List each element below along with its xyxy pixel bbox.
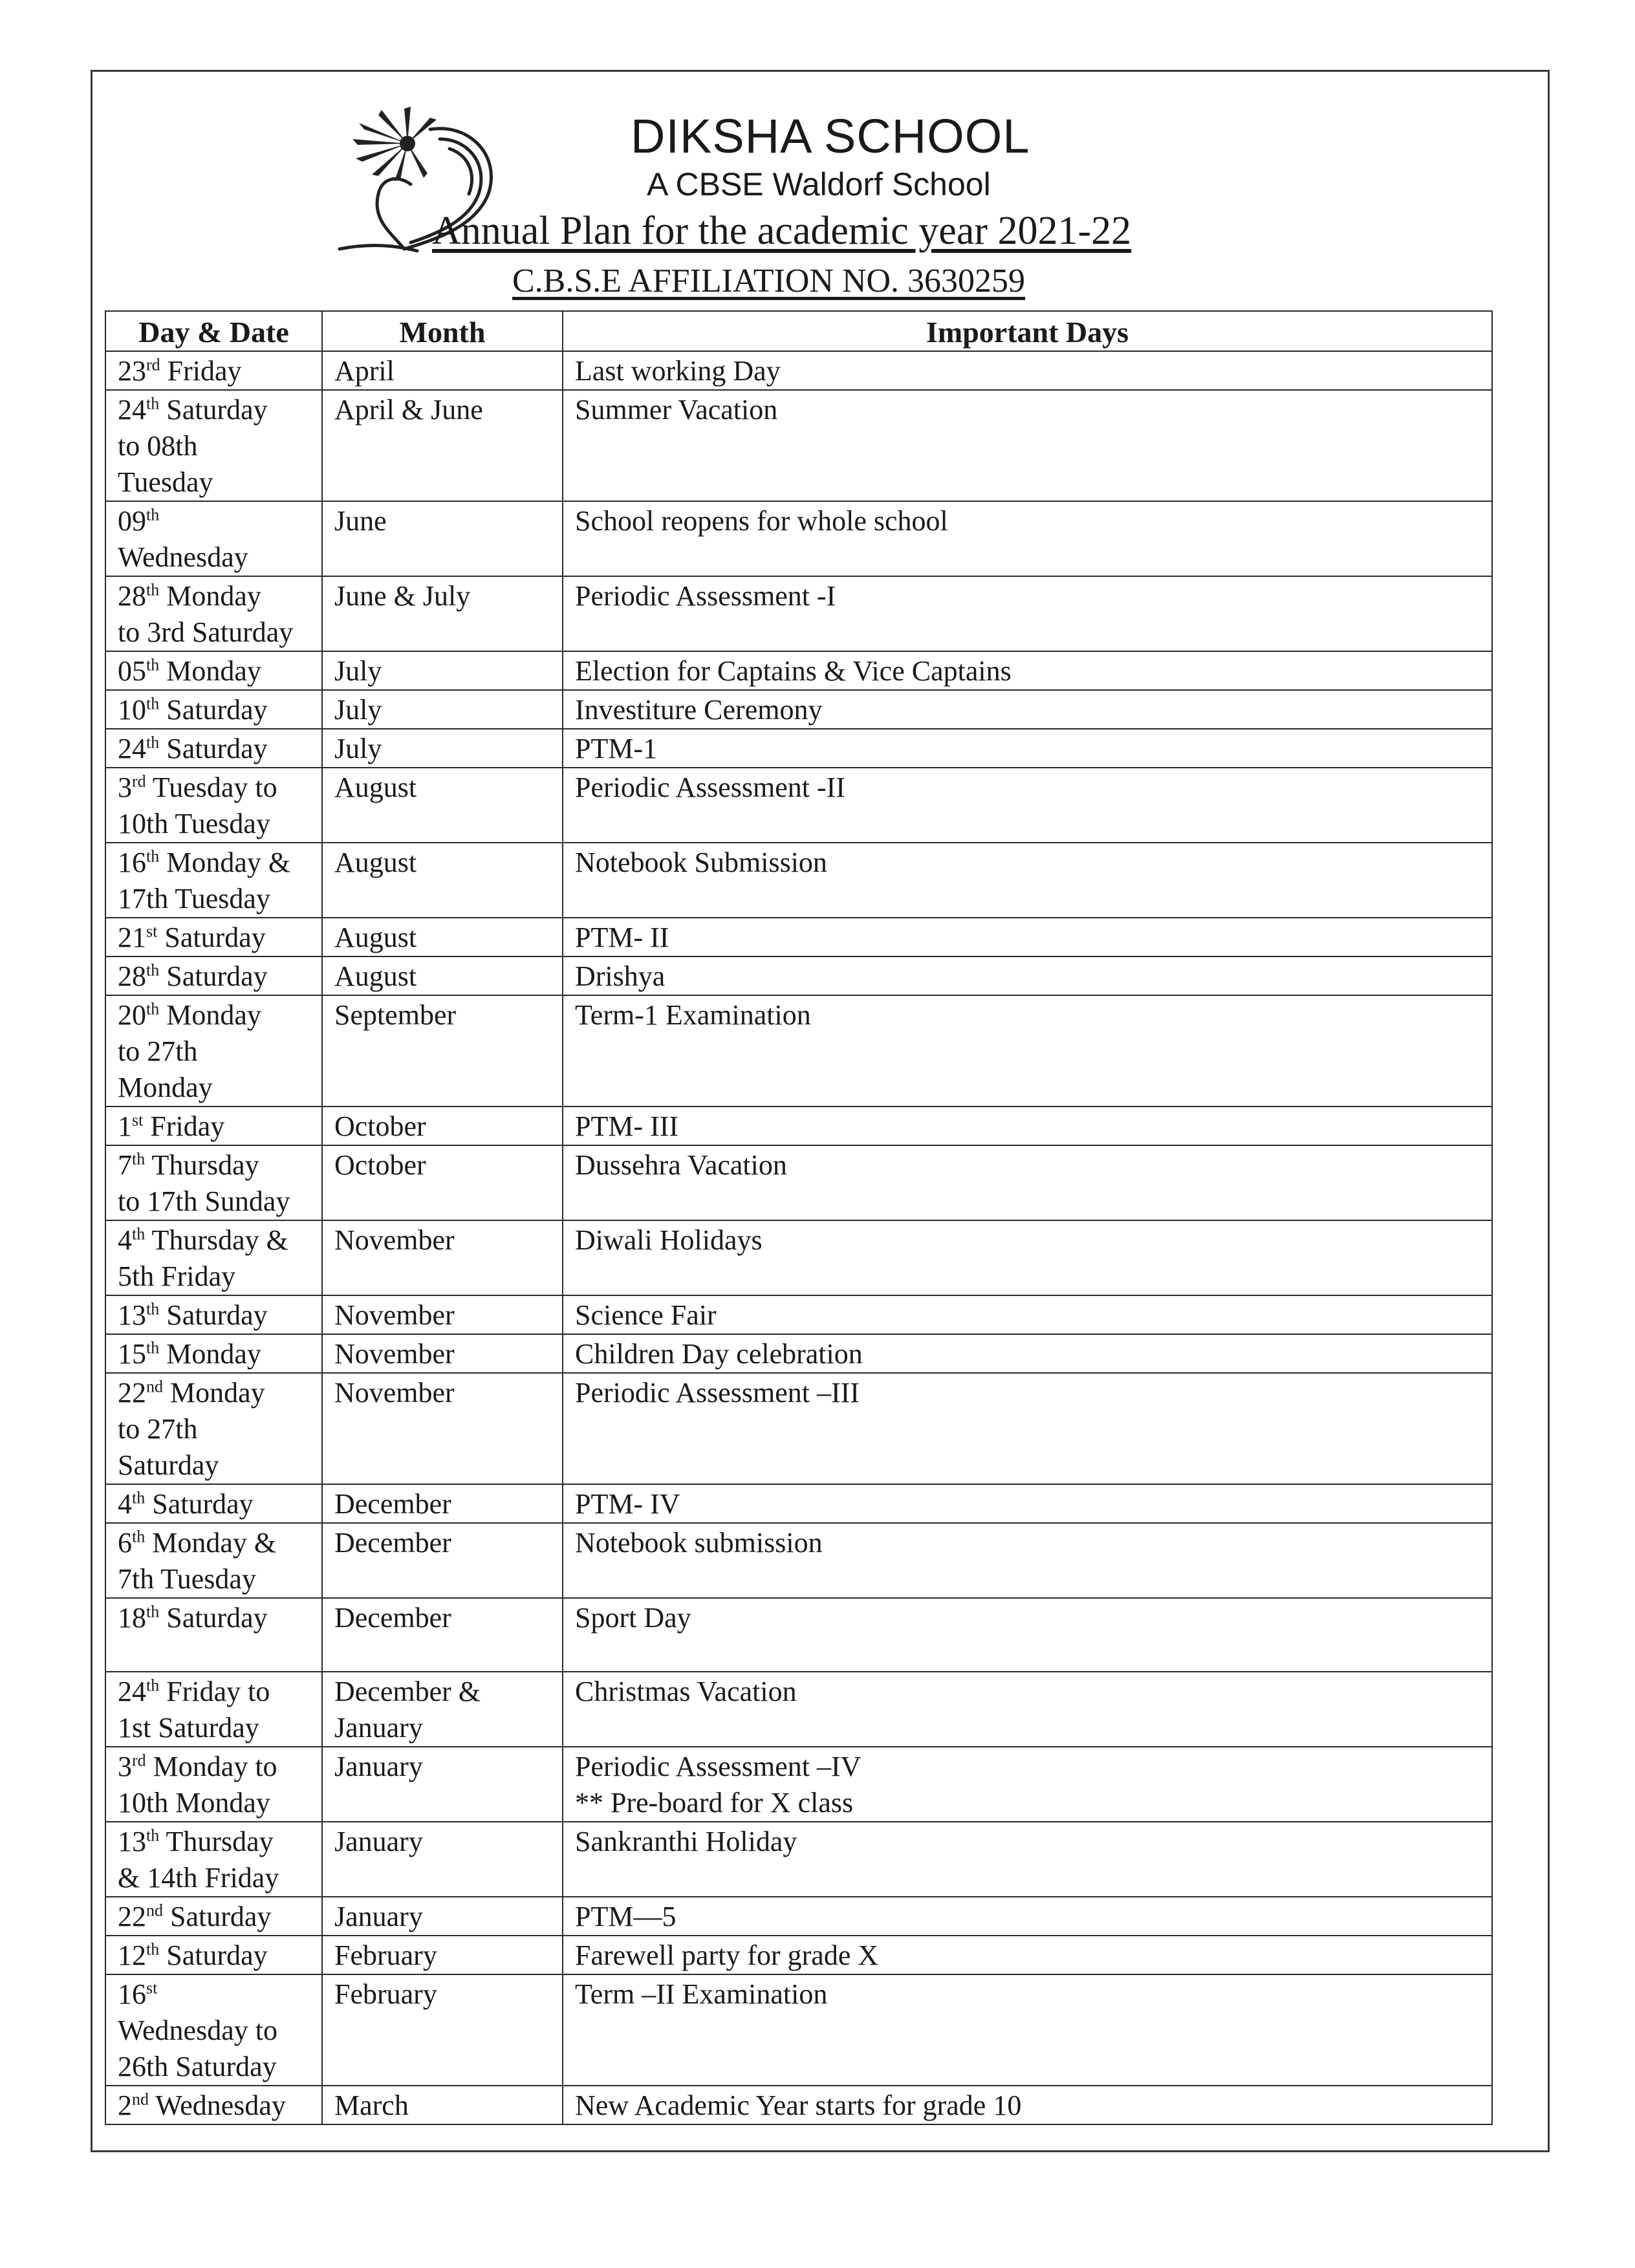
date-ordinal-suffix: th xyxy=(146,1299,160,1319)
table-row xyxy=(105,1936,1492,1974)
month-cell: August xyxy=(322,768,563,843)
event-cell: Periodic Assessment –III xyxy=(563,1373,1492,1484)
event-cell: Christmas Vacation xyxy=(563,1672,1492,1747)
date-text: Friday xyxy=(160,355,242,387)
header-day-date: Day & Date xyxy=(105,311,322,351)
date-text: Saturday xyxy=(159,1602,268,1634)
event-cell: Periodic Assessment -I xyxy=(563,576,1492,651)
table-body xyxy=(105,351,1492,2124)
date-number: 23 xyxy=(118,355,146,387)
event-cell: PTM- IV xyxy=(563,1484,1492,1523)
month-cell: December xyxy=(322,1598,563,1672)
date-cell xyxy=(105,1484,322,1523)
table-row xyxy=(105,2086,1492,2124)
date-ordinal-suffix: th xyxy=(146,694,160,713)
table-row xyxy=(105,1747,1492,1822)
date-ordinal-suffix: rd xyxy=(132,1751,146,1770)
date-number: 24 xyxy=(118,1676,146,1707)
event-cell: PTM- III xyxy=(563,1107,1492,1145)
month-cell: June xyxy=(322,501,563,576)
date-ordinal-suffix: th xyxy=(146,847,160,866)
date-text: Monday to 27th Monday xyxy=(118,999,261,1103)
date-number: 16 xyxy=(118,847,146,878)
table-row xyxy=(105,651,1492,690)
date-number: 4 xyxy=(118,1488,132,1520)
date-cell xyxy=(105,1974,322,2086)
table-row xyxy=(105,1523,1492,1598)
date-text: Saturday to 08th Tuesday xyxy=(118,394,268,498)
table-row xyxy=(105,1107,1492,1145)
date-ordinal-suffix: th xyxy=(132,1488,146,1507)
month-cell: November xyxy=(322,1295,563,1334)
date-text: Friday to 1st Saturday xyxy=(118,1676,270,1744)
event-cell: Diwali Holidays xyxy=(563,1220,1492,1295)
table-row xyxy=(105,1897,1492,1936)
table-row xyxy=(105,729,1492,768)
table-row xyxy=(105,768,1492,843)
date-cell xyxy=(105,956,322,995)
table-row xyxy=(105,1672,1492,1747)
event-cell: Term-1 Examination xyxy=(563,995,1492,1107)
event-cell: Children Day celebration xyxy=(563,1334,1492,1373)
event-cell: Periodic Assessment -II xyxy=(563,768,1492,843)
event-cell: Sankranthi Holiday xyxy=(563,1822,1492,1897)
date-ordinal-suffix: nd xyxy=(132,2090,149,2109)
date-cell xyxy=(105,501,322,576)
date-text: Monday to 27th Saturday xyxy=(118,1377,265,1481)
table-row xyxy=(105,1974,1492,2086)
date-cell xyxy=(105,1295,322,1334)
date-number: 18 xyxy=(118,1602,146,1634)
event-cell: Notebook submission xyxy=(563,1523,1492,1598)
date-cell xyxy=(105,1672,322,1747)
date-text: Monday to 10th Monday xyxy=(118,1751,277,1819)
date-text: Wednesday to 26th Saturday xyxy=(118,2014,277,2082)
date-ordinal-suffix: th xyxy=(146,394,160,413)
date-cell xyxy=(105,1107,322,1145)
event-cell: Notebook Submission xyxy=(563,843,1492,918)
date-cell xyxy=(105,576,322,651)
table-row xyxy=(105,956,1492,995)
event-cell: Sport Day xyxy=(563,1598,1492,1672)
event-cell: Election for Captains & Vice Captains xyxy=(563,651,1492,690)
date-ordinal-suffix: th xyxy=(146,999,160,1019)
date-number: 12 xyxy=(118,1939,146,1971)
date-ordinal-suffix: th xyxy=(146,580,160,599)
plan-title: Annual Plan for the academic year 2021-22 xyxy=(432,209,1132,253)
table-row xyxy=(105,1334,1492,1373)
date-number: 13 xyxy=(118,1826,146,1857)
month-cell: August xyxy=(322,918,563,956)
month-cell: August xyxy=(322,956,563,995)
date-text: Monday & 7th Tuesday xyxy=(118,1527,277,1595)
date-number: 15 xyxy=(118,1338,146,1370)
month-cell: November xyxy=(322,1220,563,1295)
date-ordinal-suffix: th xyxy=(146,1338,160,1357)
month-cell: February xyxy=(322,1936,563,1974)
date-number: 4 xyxy=(118,1224,132,1256)
date-text: Monday xyxy=(159,655,261,687)
date-cell xyxy=(105,1936,322,1974)
month-cell: January xyxy=(322,1822,563,1897)
date-ordinal-suffix: th xyxy=(132,1224,146,1244)
event-cell: PTM-1 xyxy=(563,729,1492,768)
table-row xyxy=(105,1295,1492,1334)
date-ordinal-suffix: th xyxy=(146,505,160,524)
event-cell: Term –II Examination xyxy=(563,1974,1492,2086)
date-text: Saturday xyxy=(159,1939,268,1971)
date-number: 10 xyxy=(118,694,146,726)
month-cell: September xyxy=(322,995,563,1107)
table-row xyxy=(105,1598,1492,1672)
date-cell xyxy=(105,1220,322,1295)
date-cell xyxy=(105,1334,322,1373)
date-text: Thursday & 5th Friday xyxy=(118,1224,288,1292)
date-text: Wednesday xyxy=(118,541,248,573)
table-row xyxy=(105,843,1492,918)
date-ordinal-suffix: th xyxy=(146,733,160,752)
date-text: Saturday xyxy=(157,922,266,953)
date-cell xyxy=(105,768,322,843)
event-cell: Investiture Ceremony xyxy=(563,690,1492,729)
table-row xyxy=(105,1822,1492,1897)
month-cell: April & June xyxy=(322,390,563,501)
date-ordinal-suffix: th xyxy=(146,1939,160,1959)
date-cell xyxy=(105,1822,322,1897)
table-row xyxy=(105,1373,1492,1484)
date-cell xyxy=(105,390,322,501)
event-cell: Drishya xyxy=(563,956,1492,995)
date-ordinal-suffix: nd xyxy=(146,1901,163,1920)
date-text: Saturday xyxy=(145,1488,254,1520)
date-cell xyxy=(105,1747,322,1822)
date-cell xyxy=(105,1523,322,1598)
month-cell: December xyxy=(322,1484,563,1523)
date-cell xyxy=(105,918,322,956)
event-cell: Dussehra Vacation xyxy=(563,1145,1492,1220)
table-row xyxy=(105,1220,1492,1295)
date-ordinal-suffix: th xyxy=(146,1602,160,1621)
date-number: 28 xyxy=(118,960,146,992)
school-subtitle: A CBSE Waldorf School xyxy=(647,166,991,202)
table-row xyxy=(105,918,1492,956)
month-cell: March xyxy=(322,2086,563,2124)
month-cell: October xyxy=(322,1107,563,1145)
date-number: 24 xyxy=(118,733,146,764)
date-cell xyxy=(105,2086,322,2124)
date-cell xyxy=(105,690,322,729)
date-number: 3 xyxy=(118,1751,132,1782)
date-number: 09 xyxy=(118,505,146,537)
event-cell: Last working Day xyxy=(563,351,1492,390)
month-cell: December xyxy=(322,1523,563,1598)
date-ordinal-suffix: th xyxy=(146,1826,160,1845)
header-important-days: Important Days xyxy=(563,311,1492,351)
date-cell xyxy=(105,843,322,918)
date-ordinal-suffix: st xyxy=(132,1110,144,1130)
date-text: Monday & 17th Tuesday xyxy=(118,847,291,914)
table-row xyxy=(105,576,1492,651)
month-cell: July xyxy=(322,651,563,690)
event-cell: Periodic Assessment –IV ** Pre-board for X class xyxy=(563,1747,1492,1822)
date-text: Saturday xyxy=(159,733,268,764)
affiliation-number: C.B.S.E AFFILIATION NO. 3630259 xyxy=(512,263,1026,299)
date-ordinal-suffix: rd xyxy=(132,772,146,791)
event-cell: PTM—5 xyxy=(563,1897,1492,1936)
date-text: Friday xyxy=(143,1110,225,1142)
date-ordinal-suffix: st xyxy=(146,922,158,941)
date-cell xyxy=(105,351,322,390)
school-name: DIKSHA SCHOOL xyxy=(631,109,1030,163)
date-text: Saturday xyxy=(159,694,268,726)
date-cell xyxy=(105,1373,322,1484)
table-row xyxy=(105,690,1492,729)
date-number: 3 xyxy=(118,772,132,803)
date-number: 1 xyxy=(118,1110,132,1142)
table-row xyxy=(105,1484,1492,1523)
date-number: 21 xyxy=(118,922,146,953)
annual-plan-table xyxy=(105,310,1493,2125)
date-ordinal-suffix: st xyxy=(146,1978,158,1998)
date-text: Tuesday to 10th Tuesday xyxy=(118,772,277,839)
date-number: 6 xyxy=(118,1527,132,1559)
table-row xyxy=(105,351,1492,390)
date-ordinal-suffix: nd xyxy=(146,1377,163,1396)
month-cell: June & July xyxy=(322,576,563,651)
date-text: Monday xyxy=(159,1338,261,1370)
date-number: 2 xyxy=(118,2090,132,2121)
date-number: 13 xyxy=(118,1299,146,1331)
month-cell: October xyxy=(322,1145,563,1220)
event-cell: Summer Vacation xyxy=(563,390,1492,501)
date-text: Monday to 3rd Saturday xyxy=(118,580,294,648)
month-cell: November xyxy=(322,1334,563,1373)
month-cell: July xyxy=(322,729,563,768)
date-ordinal-suffix: th xyxy=(146,655,160,675)
month-cell: April xyxy=(322,351,563,390)
date-number: 28 xyxy=(118,580,146,612)
date-ordinal-suffix: th xyxy=(132,1149,146,1169)
date-cell xyxy=(105,1598,322,1672)
month-cell: January xyxy=(322,1897,563,1936)
table-header-row xyxy=(105,311,1492,351)
date-cell xyxy=(105,995,322,1107)
table-row xyxy=(105,1145,1492,1220)
table-row xyxy=(105,390,1492,501)
date-ordinal-suffix: rd xyxy=(146,355,160,374)
table-row xyxy=(105,995,1492,1107)
date-cell xyxy=(105,1897,322,1936)
date-number: 05 xyxy=(118,655,146,687)
month-cell: November xyxy=(322,1373,563,1484)
date-text: Saturday xyxy=(159,1299,268,1331)
table-row xyxy=(105,501,1492,576)
event-cell: Science Fair xyxy=(563,1295,1492,1334)
date-number: 7 xyxy=(118,1149,132,1181)
date-text: Wednesday xyxy=(149,2090,286,2121)
event-cell: Farewell party for grade X xyxy=(563,1936,1492,1974)
date-number: 22 xyxy=(118,1901,146,1932)
month-cell: July xyxy=(322,690,563,729)
date-ordinal-suffix: th xyxy=(146,960,160,980)
date-ordinal-suffix: th xyxy=(146,1676,160,1695)
date-text: Saturday xyxy=(159,960,268,992)
date-number: 16 xyxy=(118,1978,146,2010)
date-text: Thursday to 17th Sunday xyxy=(118,1149,290,1217)
date-number: 22 xyxy=(118,1377,146,1409)
month-cell: December & January xyxy=(322,1672,563,1747)
date-ordinal-suffix: th xyxy=(132,1527,146,1546)
date-number: 20 xyxy=(118,999,146,1031)
month-cell: February xyxy=(322,1974,563,2086)
date-cell xyxy=(105,1145,322,1220)
event-cell: New Academic Year starts for grade 10 xyxy=(563,2086,1492,2124)
date-text: Saturday xyxy=(163,1901,272,1932)
date-cell xyxy=(105,651,322,690)
event-cell: PTM- II xyxy=(563,918,1492,956)
header-month: Month xyxy=(322,311,563,351)
event-cell: School reopens for whole school xyxy=(563,501,1492,576)
month-cell: January xyxy=(322,1747,563,1822)
month-cell: August xyxy=(322,843,563,918)
date-cell xyxy=(105,729,322,768)
date-text: Thursday & 14th Friday xyxy=(118,1826,279,1894)
date-number: 24 xyxy=(118,394,146,426)
